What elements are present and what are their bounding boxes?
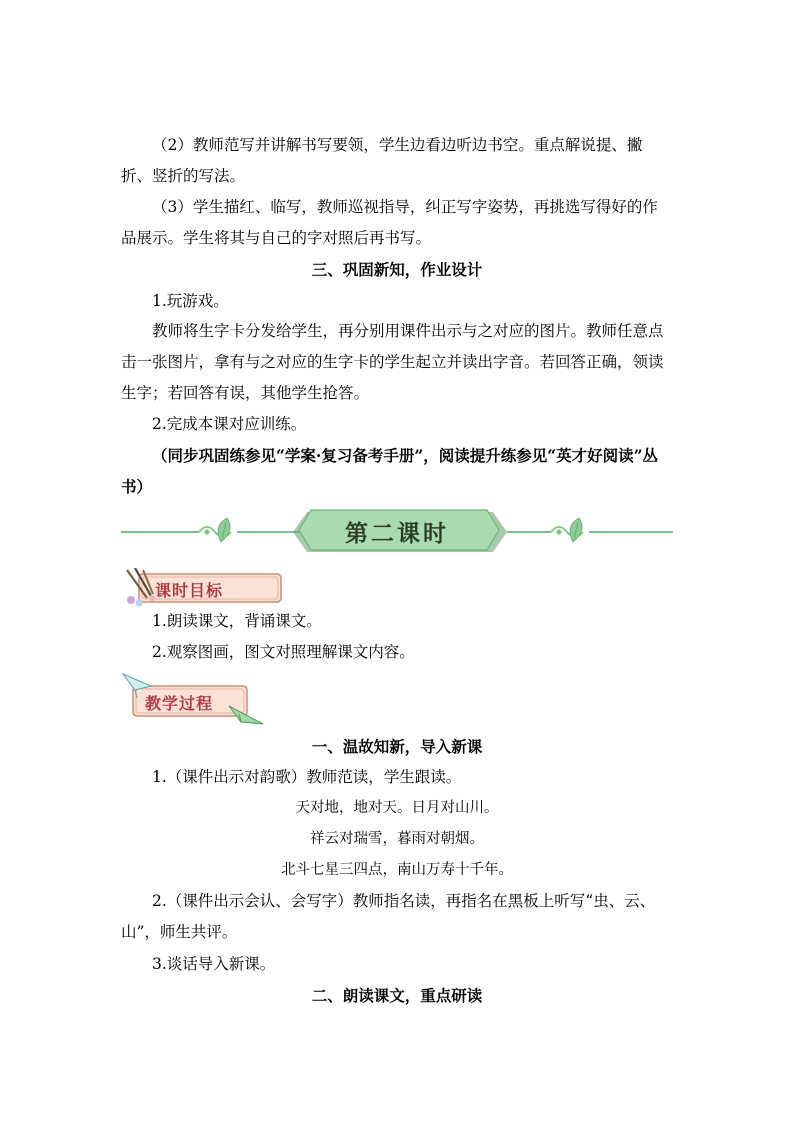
banner-title: 第二课时 <box>345 520 449 547</box>
heading-review: 一、温故知新，导入新课 <box>311 737 483 756</box>
step-item-3: 3.谈话导入新课。 <box>152 955 276 973</box>
poem-line-1: 天对地，地对天。日月对山川。 <box>295 800 499 816</box>
heading-reading: 二、朗读课文，重点研读 <box>311 986 483 1005</box>
goal-item-2: 2.观察图画，图文对照理解课文内容。 <box>152 643 415 661</box>
label-lesson-goals <box>121 568 291 608</box>
goal-item-1: 1.朗读课文，背诵课文。 <box>152 612 322 630</box>
label-goals-text: 课时目标 <box>155 581 224 600</box>
paragraph-reference-note: （同步巩固练参见“学案·复习备考手册”，阅读提升练参见“英才好阅读”丛书） <box>121 446 659 496</box>
poem-line-2: 祥云对瑞雪，暮雨对朝烟。 <box>310 831 484 847</box>
step-item-1: 1.（课件出示对韵歌）教师范读，学生跟读。 <box>152 768 462 786</box>
heading-consolidate: 三、巩固新知，作业设计 <box>311 260 483 279</box>
paragraph-game-detail: 教师将生字卡分发给学生，再分别用课件出示与之对应的图片。教师任意点击一张图片，拿有与之对应的生字卡的学生起立并读出字音。若回答正确，领读生字；若回答有误，其他学生抢答。 <box>121 322 664 402</box>
paragraph-game: 1.玩游戏。 <box>152 292 229 310</box>
paragraph-training: 2.完成本课对应训练。 <box>152 415 307 433</box>
flower-icon <box>127 596 135 604</box>
lesson-banner <box>121 506 673 558</box>
poem-line-3: 北斗七星三四点，南山万寿十千年。 <box>281 862 513 878</box>
paragraph-writing-demo: （2）教师范写并讲解书写要领，学生边看边听边书空。重点解说提、撇折、竖折的写法。 <box>121 136 643 185</box>
paragraph-tracing: （3）学生描红、临写，教师巡视指导，纠正写字姿势，再挑选写得好的作品展示。学生将其与自己的字对照后再书写。 <box>121 198 658 247</box>
label-teaching-process <box>121 672 266 728</box>
step-item-2: 2.（课件出示会认、会写字）教师指名读，再指名在黑板上听写“虫、云、山”，师生共评。 <box>121 892 656 941</box>
label-process-text: 教学过程 <box>145 694 214 713</box>
